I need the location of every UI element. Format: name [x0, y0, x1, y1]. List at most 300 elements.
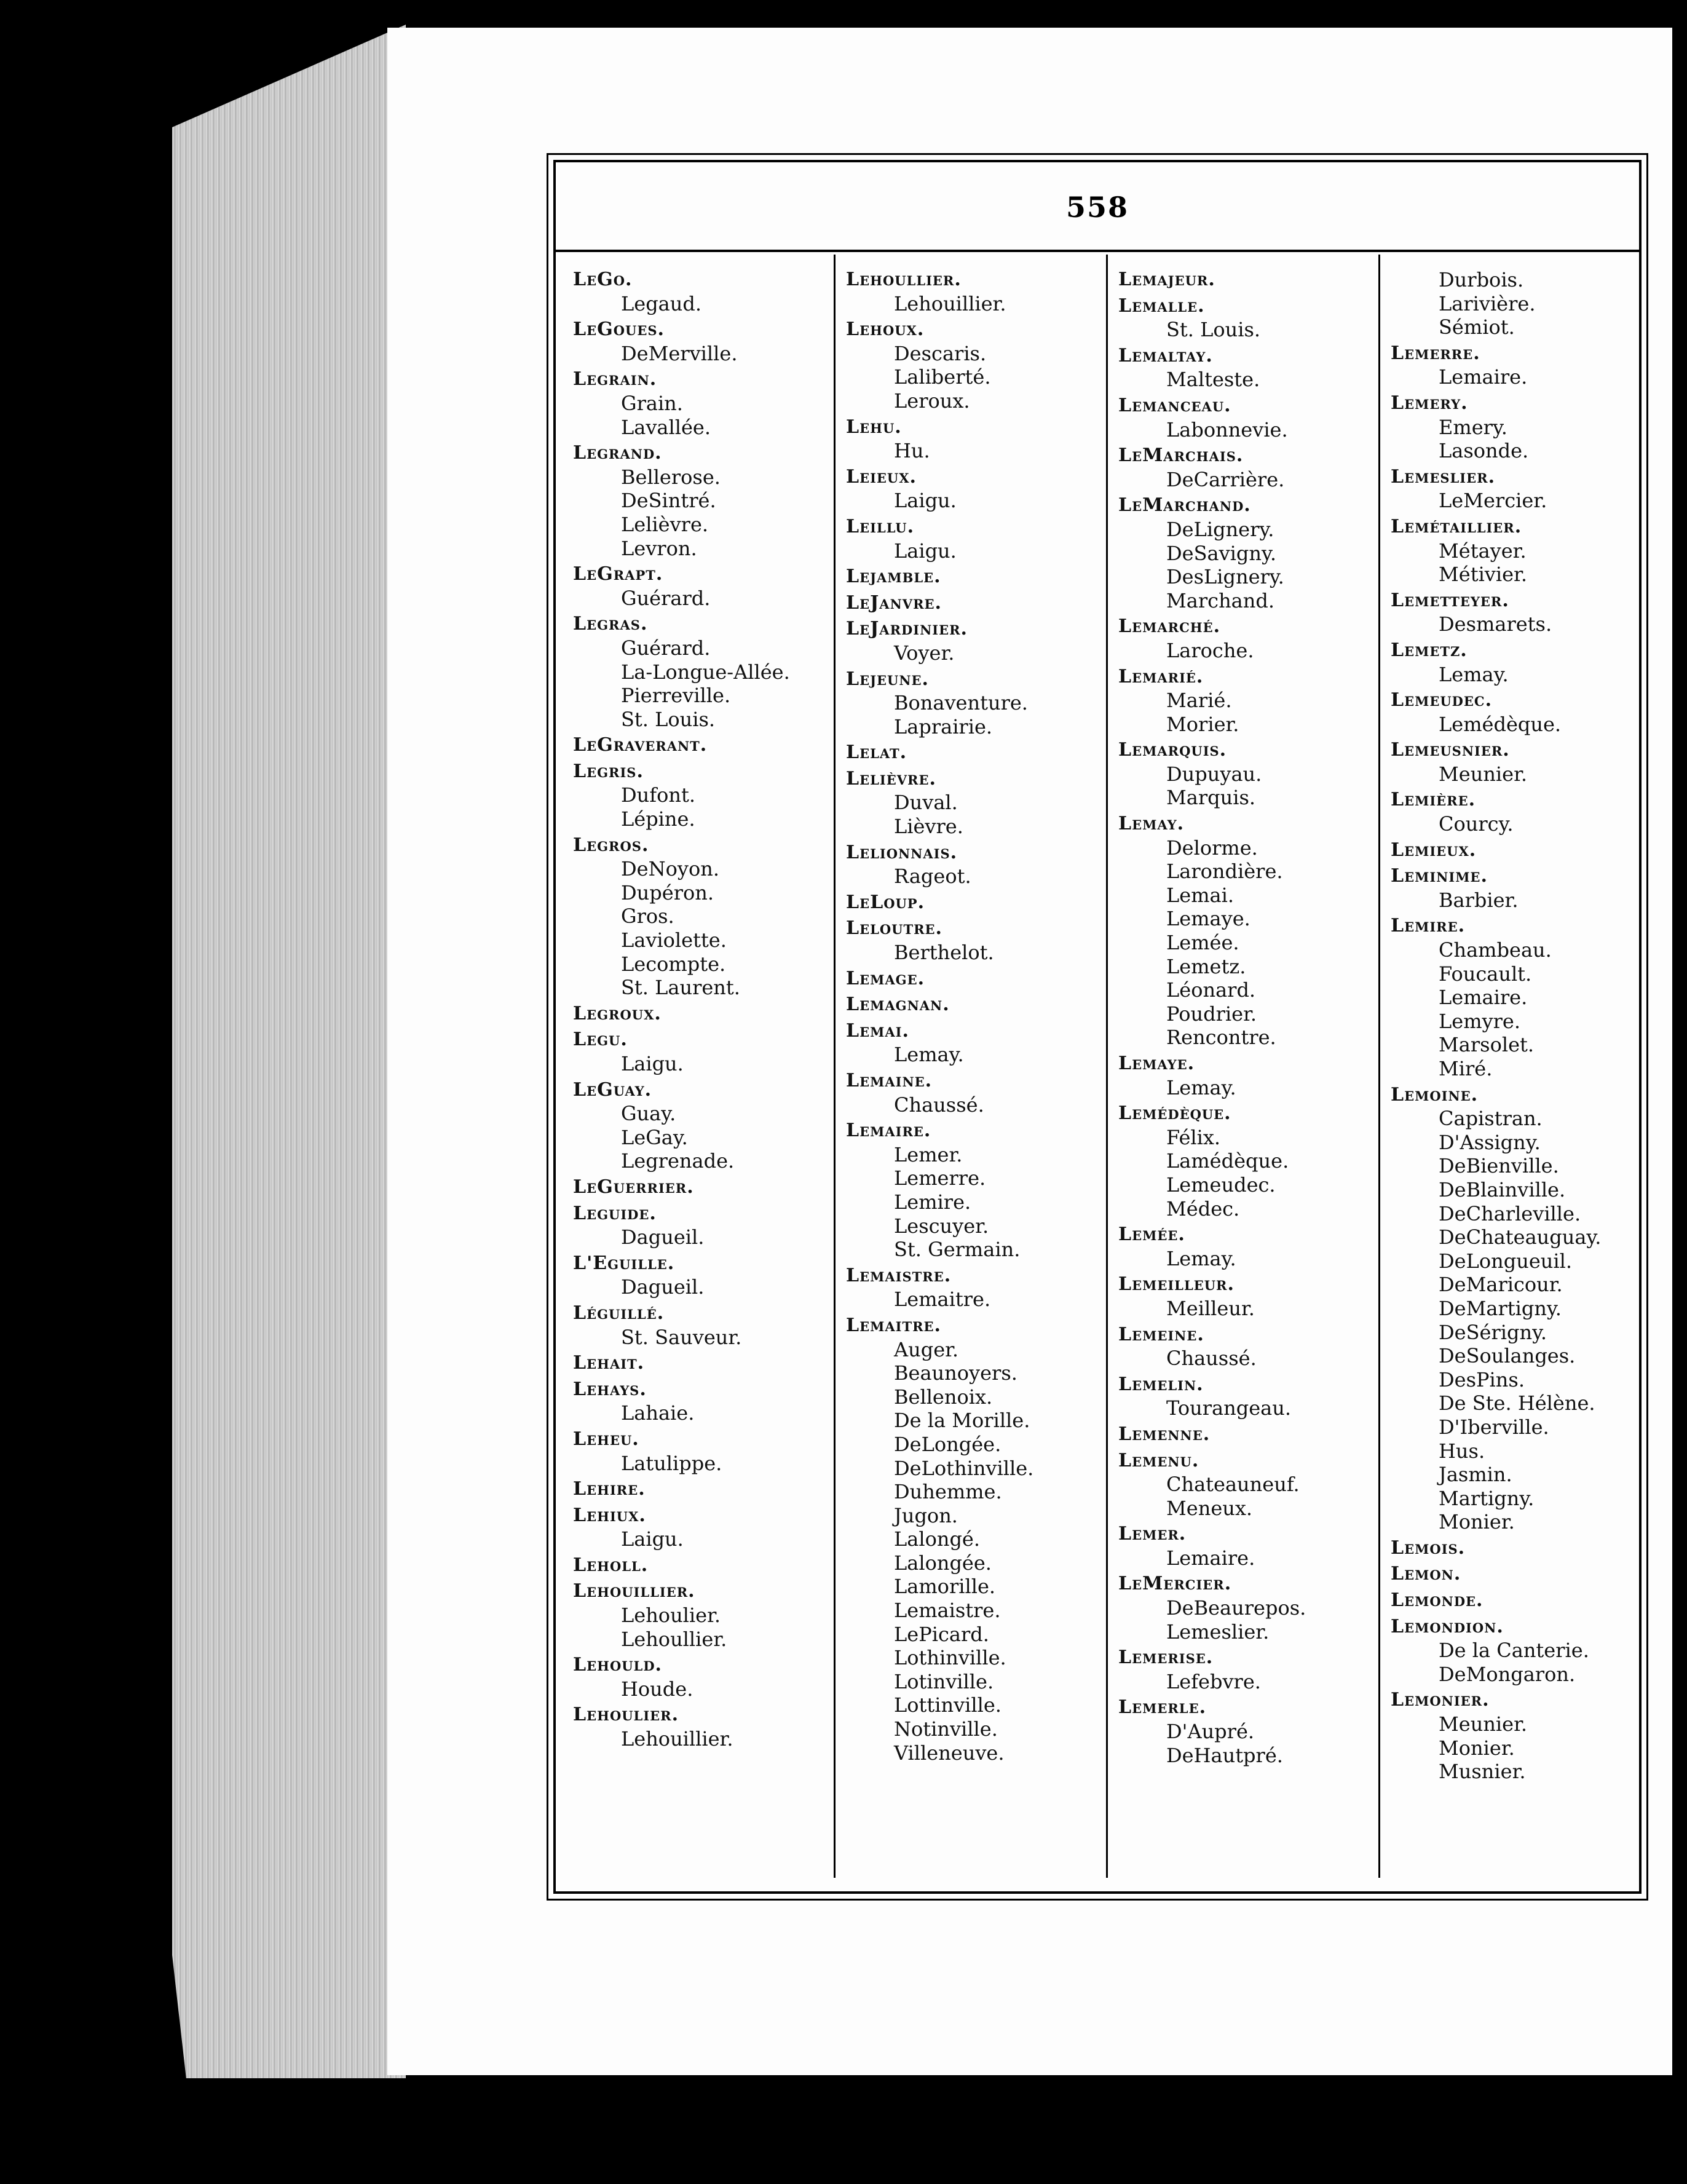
- name-variant: Marsolet.: [1439, 1033, 1535, 1057]
- surname-heading: Lemer.: [1118, 1523, 1187, 1545]
- surname-heading: Legrand.: [573, 442, 662, 464]
- name-variant: Lemai.: [1166, 883, 1235, 907]
- name-variant: Lemeslier.: [1166, 1620, 1270, 1644]
- name-variant: Hu.: [894, 439, 930, 463]
- surname-heading: Lemaye.: [1118, 1053, 1195, 1074]
- surname-heading: Lemajeur.: [1118, 269, 1215, 290]
- surname-entry: [573, 1351, 837, 1375]
- surname-entry: [1391, 392, 1655, 463]
- surname-heading: Lemire.: [1391, 915, 1466, 937]
- surname-entry: [846, 1314, 1110, 1765]
- surname-entry: [573, 1302, 837, 1349]
- name-variant: Morier.: [1166, 712, 1239, 736]
- name-variant: Lemaistre.: [894, 1599, 1001, 1623]
- name-column-1: [573, 268, 837, 1864]
- name-variant: DeBeaurepos.: [1166, 1596, 1306, 1620]
- name-variant: Berthelot.: [894, 941, 994, 965]
- name-variant: Lemer.: [894, 1142, 963, 1166]
- name-variant: Levron.: [621, 536, 697, 560]
- surname-entry: [1118, 268, 1383, 292]
- surname-heading: Lehoulier.: [573, 1704, 679, 1726]
- surname-entry: [1118, 1449, 1383, 1521]
- surname-heading: Lehait.: [573, 1352, 645, 1374]
- name-variant: Auger.: [894, 1337, 959, 1361]
- name-variant: Léonard.: [1166, 978, 1256, 1002]
- surname-heading: Lemay.: [1118, 813, 1185, 835]
- name-variant: DeHautpré.: [1166, 1743, 1283, 1767]
- surname-heading: Lehould.: [573, 1654, 662, 1676]
- surname-entry: [573, 1378, 837, 1425]
- surname-entry: [1118, 1102, 1383, 1221]
- name-variant: Lemay.: [1166, 1246, 1236, 1270]
- surname-entry: [573, 318, 837, 365]
- surname-heading: Lemaistre.: [846, 1264, 952, 1286]
- name-variant: DeSoulanges.: [1439, 1344, 1576, 1368]
- surname-entry: [846, 565, 1110, 589]
- name-variant: Lemetz.: [1166, 954, 1246, 978]
- name-variant: Voyer.: [894, 641, 955, 665]
- surname-heading: Lemarquis.: [1118, 739, 1227, 761]
- surname-heading: Lemelin.: [1118, 1373, 1204, 1395]
- name-variant: Barbier.: [1439, 888, 1519, 912]
- surname-heading: Lemétaillier.: [1391, 515, 1522, 537]
- name-variant: Delorme.: [1166, 836, 1258, 860]
- surname-entry: [573, 1202, 837, 1249]
- name-variant: DeMartigny.: [1439, 1296, 1562, 1320]
- surname-entry: [846, 1264, 1110, 1312]
- surname-entry: [573, 760, 837, 831]
- name-variant: De Ste. Hélène.: [1439, 1391, 1595, 1415]
- surname-heading: Lemai.: [846, 1019, 909, 1042]
- surname-heading: Léguillé.: [573, 1302, 665, 1324]
- surname-heading: LeGrapt.: [573, 563, 663, 585]
- surname-heading: Leminime.: [1391, 865, 1488, 887]
- name-variant: Lelièvre.: [621, 512, 709, 536]
- surname-entry: [573, 1554, 837, 1578]
- surname-heading: Leholl.: [573, 1554, 649, 1576]
- name-variant: Lefebvre.: [1166, 1669, 1261, 1693]
- name-variant: Legaud.: [621, 291, 702, 315]
- name-variant: Lemire.: [894, 1190, 971, 1214]
- surname-heading: Lemanceau.: [1118, 394, 1231, 416]
- surname-entry: [573, 1002, 837, 1026]
- name-variant: Descaris.: [894, 341, 987, 365]
- name-variant: Chaussé.: [894, 1093, 984, 1117]
- surname-heading: Lelionnais.: [846, 841, 958, 863]
- surname-heading: Lemondion.: [1391, 1615, 1504, 1637]
- name-variant: Villeneuve.: [894, 1741, 1005, 1765]
- surname-heading: Legu.: [573, 1029, 628, 1051]
- name-variant: Dupuyau.: [1166, 762, 1262, 786]
- name-variant: Lièvre.: [894, 815, 963, 839]
- page-number: 558: [1065, 191, 1129, 224]
- name-variant: Lehoulier.: [621, 1604, 721, 1628]
- name-variant: Poudrier.: [1166, 1002, 1257, 1026]
- surname-heading: LeGoues.: [573, 318, 665, 341]
- name-variant: La-Longue-Allée.: [621, 660, 790, 684]
- name-variant: Rencontre.: [1166, 1026, 1276, 1050]
- name-variant: Lemyre.: [1439, 1009, 1521, 1033]
- surname-entry: [1391, 689, 1655, 736]
- surname-entry: [1391, 738, 1655, 786]
- name-variant: DeNoyon.: [621, 857, 719, 881]
- name-variant: DeSérigny.: [1439, 1320, 1547, 1344]
- surname-heading: Lemenne.: [1118, 1423, 1211, 1445]
- name-variant: DeLignery.: [1166, 517, 1274, 541]
- surname-heading: LeJanvre.: [846, 592, 942, 614]
- surname-entry: [1118, 394, 1383, 441]
- surname-entry: [846, 741, 1110, 765]
- name-variant: Lothinville.: [894, 1646, 1006, 1670]
- name-variant: Laigu.: [621, 1052, 684, 1075]
- surname-heading: Lehoullier.: [846, 269, 962, 290]
- name-variant: St. Louis.: [621, 707, 716, 731]
- surname-heading: Lemarché.: [1118, 615, 1221, 638]
- name-variant: De la Canterie.: [1439, 1639, 1589, 1663]
- surname-heading: Lejamble.: [846, 566, 941, 588]
- name-variant: Lehouillier.: [621, 1727, 733, 1751]
- name-variant: Marié.: [1166, 689, 1232, 713]
- surname-heading: Leieux.: [846, 465, 917, 488]
- name-variant: Lemée.: [1166, 931, 1239, 955]
- surname-heading: Lemeslier.: [1391, 465, 1496, 488]
- surname-entry: [1118, 1423, 1383, 1447]
- surname-entry: [1391, 788, 1655, 836]
- surname-entry: [1118, 444, 1383, 491]
- surname-heading: Legrain.: [573, 368, 657, 390]
- surname-heading: Lemery.: [1391, 392, 1468, 414]
- name-variant: Jugon.: [894, 1503, 958, 1527]
- name-variant: Lemay.: [894, 1043, 964, 1067]
- name-variant: Bonaventure.: [894, 691, 1028, 715]
- name-variant: Laviolette.: [621, 928, 727, 952]
- surname-entry: [1118, 812, 1383, 1050]
- name-variant: Houde.: [621, 1677, 693, 1701]
- surname-heading: Lemeudec.: [1391, 689, 1493, 711]
- surname-heading: Lehoux.: [846, 318, 925, 341]
- surname-heading: Lemaire.: [846, 1120, 931, 1142]
- name-variant: Guérard.: [621, 636, 711, 660]
- surname-entry: [573, 1028, 837, 1075]
- name-variant: DesLignery.: [1166, 565, 1284, 589]
- name-variant: Lemaire.: [1439, 365, 1528, 389]
- name-variant: Latulippe.: [621, 1451, 722, 1475]
- name-variant: St. Louis.: [1166, 318, 1261, 342]
- surname-entry: [1118, 1646, 1383, 1693]
- name-variant: Lemédèque.: [1439, 712, 1562, 736]
- name-variant: Marquis.: [1166, 786, 1256, 810]
- surname-heading: Lemieux.: [1391, 839, 1477, 861]
- surname-entry: [1118, 1522, 1383, 1570]
- surname-heading: Leguide.: [573, 1202, 657, 1224]
- surname-heading: LeGuay.: [573, 1078, 652, 1101]
- surname-entry: [573, 1653, 837, 1701]
- name-column-2: [846, 268, 1110, 1864]
- name-variant: Sémiot.: [1439, 315, 1515, 339]
- surname-entry: [1391, 839, 1655, 863]
- name-variant: Lotinville.: [894, 1669, 994, 1693]
- name-variant: Leroux.: [894, 389, 970, 413]
- name-variant: Lalongé.: [894, 1527, 981, 1551]
- surname-heading: LeJardinier.: [846, 618, 968, 640]
- name-variant: Félix.: [1166, 1125, 1221, 1149]
- surname-entry: [846, 268, 1110, 315]
- name-variant: Capistran.: [1439, 1107, 1543, 1131]
- name-variant: Lemaire.: [1439, 986, 1528, 1010]
- name-variant: Musnier.: [1439, 1760, 1526, 1784]
- surname-entry: [846, 1019, 1110, 1067]
- name-variant: Dagueil.: [621, 1275, 705, 1299]
- surname-entry: [846, 841, 1110, 888]
- name-variant: Lemaye.: [1166, 907, 1250, 931]
- name-variant: Guérard.: [621, 586, 711, 610]
- name-variant: DeSintré.: [621, 489, 716, 513]
- surname-heading: Lemon.: [1391, 1563, 1461, 1585]
- name-variant: Chambeau.: [1439, 938, 1552, 962]
- name-variant: Lamorille.: [894, 1575, 996, 1599]
- name-variant: DeMaricour.: [1439, 1273, 1563, 1297]
- name-variant: Courcy.: [1439, 812, 1514, 836]
- surname-entry: [846, 917, 1110, 964]
- surname-entry: [1391, 1688, 1655, 1783]
- name-variant: Dufont.: [621, 783, 696, 807]
- name-variant: Notinville.: [894, 1717, 998, 1741]
- surname-entry: [846, 617, 1110, 665]
- surname-entry: [573, 612, 837, 731]
- surname-entry: [1391, 639, 1655, 686]
- surname-entry: [846, 993, 1110, 1017]
- name-variant: Larivière.: [1439, 291, 1536, 315]
- name-variant: Meilleur.: [1166, 1296, 1255, 1320]
- surname-entry: [846, 1119, 1110, 1262]
- surname-entry: [1391, 1083, 1655, 1534]
- name-variant: Monier.: [1439, 1736, 1515, 1760]
- surname-entry: [1391, 914, 1655, 1080]
- name-variant: Hus.: [1439, 1439, 1485, 1463]
- name-variant: Lépine.: [621, 807, 695, 831]
- surname-heading: Lemeine.: [1118, 1323, 1204, 1345]
- surname-heading: Lemetteyer.: [1391, 589, 1509, 611]
- name-variant: Laigu.: [894, 539, 957, 563]
- name-variant: Dupéron.: [621, 880, 714, 904]
- name-variant: Lottinville.: [894, 1693, 1002, 1717]
- surname-heading: Lehiux.: [573, 1504, 646, 1526]
- surname-heading: Legros.: [573, 834, 649, 856]
- surname-entry: [846, 767, 1110, 839]
- name-variant: Emery.: [1439, 415, 1507, 439]
- surname-heading: Legras.: [573, 613, 648, 635]
- name-variant: Labonnevie.: [1166, 417, 1288, 441]
- surname-heading: LeGraverant.: [573, 734, 708, 756]
- surname-heading: Lemetz.: [1391, 639, 1468, 661]
- name-variant: Gros.: [621, 904, 674, 928]
- name-variant: Lasonde.: [1439, 439, 1529, 463]
- name-variant: LeGay.: [621, 1125, 688, 1149]
- surname-entry: [573, 441, 837, 560]
- name-variant: Rageot.: [894, 865, 971, 888]
- name-variant: Marchand.: [1166, 588, 1275, 612]
- surname-entry: [846, 318, 1110, 413]
- name-variant: Lemay.: [1439, 662, 1509, 686]
- surname-entry: [846, 891, 1110, 915]
- surname-heading: LeGo.: [573, 269, 633, 290]
- name-variant: Duval.: [894, 791, 958, 815]
- name-variant: DeBienville.: [1439, 1154, 1559, 1178]
- name-variant: St. Laurent.: [621, 976, 740, 1000]
- surname-heading: Leillu.: [846, 515, 915, 537]
- name-variant: DeCharleville.: [1439, 1201, 1581, 1225]
- surname-entry: [573, 1703, 837, 1751]
- name-variant: Monier.: [1439, 1510, 1515, 1534]
- name-variant: Beaunoyers.: [894, 1361, 1017, 1385]
- name-variant: DeMerville.: [621, 341, 738, 365]
- name-variant: Lemerre.: [894, 1166, 986, 1190]
- name-variant: DeCarrière.: [1166, 467, 1285, 491]
- surname-heading: Lemerise.: [1118, 1647, 1214, 1669]
- name-variant: Laigu.: [894, 489, 957, 513]
- name-variant: Lemeudec.: [1166, 1173, 1276, 1197]
- name-variant: DeMongaron.: [1439, 1662, 1576, 1686]
- surname-heading: Lemerre.: [1391, 342, 1480, 364]
- name-variant: DeChateauguay.: [1439, 1225, 1602, 1249]
- name-variant: Lemaire.: [1166, 1546, 1255, 1570]
- name-variant: Lescuyer.: [894, 1214, 989, 1238]
- surname-heading: Lehire.: [573, 1478, 646, 1500]
- name-variant: Lecompte.: [621, 952, 726, 976]
- header-rule: [556, 250, 1639, 252]
- surname-heading: Lemagnan.: [846, 994, 950, 1016]
- surname-entry: [573, 268, 837, 315]
- surname-heading: LeGuerrier.: [573, 1176, 694, 1198]
- surname-heading: Lemeilleur.: [1118, 1273, 1235, 1296]
- name-variant: Malteste.: [1166, 368, 1260, 392]
- name-variant: Miré.: [1439, 1057, 1493, 1080]
- name-variant: D'Assigny.: [1439, 1130, 1541, 1154]
- surname-entry: [1118, 1273, 1383, 1320]
- surname-entry: [1391, 865, 1655, 912]
- surname-entry: [1118, 295, 1383, 342]
- surname-entry: [573, 368, 837, 439]
- surname-entry: [573, 1428, 837, 1475]
- name-variant: Bellerose.: [621, 465, 721, 489]
- surname-entry: [1391, 1537, 1655, 1561]
- name-variant: Durbois.: [1439, 268, 1524, 291]
- name-variant: Foucault.: [1439, 962, 1532, 986]
- surname-heading: Lemarié.: [1118, 665, 1204, 687]
- surname-heading: Legris.: [573, 760, 644, 782]
- surname-heading: LeMercier.: [1118, 1573, 1232, 1595]
- surname-entry: [1118, 1696, 1383, 1767]
- surname-heading: Leheu.: [573, 1428, 639, 1450]
- surname-heading: Lehu.: [846, 416, 902, 438]
- name-variant: Lamédèque.: [1166, 1149, 1289, 1173]
- surname-heading: Lemois.: [1391, 1537, 1466, 1559]
- surname-heading: Lemage.: [846, 967, 925, 989]
- surname-heading: Lemenu.: [1118, 1449, 1199, 1471]
- name-variant: Grain.: [621, 391, 683, 415]
- name-variant: Meneux.: [1166, 1496, 1253, 1520]
- name-variant: Laprairie.: [894, 714, 993, 738]
- name-variant: Tourangeau.: [1166, 1396, 1291, 1420]
- surname-entry: [1118, 344, 1383, 392]
- name-variant: De la Morille.: [894, 1409, 1030, 1433]
- surname-entry: [573, 1078, 837, 1173]
- surname-entry: [573, 563, 837, 610]
- surname-entry: [573, 1478, 837, 1502]
- surname-entry: [1118, 738, 1383, 810]
- surname-entry: [573, 834, 837, 1000]
- surname-entry: [1391, 515, 1655, 587]
- surname-heading: Lemaltay.: [1118, 344, 1213, 366]
- name-variant: Lehouillier.: [894, 291, 1006, 315]
- name-variant: Legrenade.: [621, 1149, 735, 1173]
- surname-entry: [1391, 589, 1655, 636]
- book-page-edges: [172, 25, 406, 2078]
- name-variant: DesPins.: [1439, 1367, 1525, 1391]
- surname-entry: [846, 515, 1110, 563]
- name-variant: Desmarets.: [1439, 612, 1552, 636]
- name-column-4: [1391, 268, 1655, 1864]
- surname-entry: [1118, 615, 1383, 662]
- name-variant: Médec.: [1166, 1197, 1240, 1221]
- surname-heading: LeMarchais.: [1118, 445, 1244, 467]
- surname-entry: [846, 1069, 1110, 1117]
- name-variant: Laroche.: [1166, 638, 1254, 662]
- surname-heading: Lemoine.: [1391, 1083, 1479, 1106]
- page-frame: [553, 160, 1642, 1894]
- surname-entry: [1118, 1323, 1383, 1371]
- surname-heading: Lemaitre.: [846, 1314, 941, 1336]
- name-variant: St. Sauveur.: [621, 1325, 742, 1349]
- surname-heading: Lehouillier.: [573, 1580, 695, 1602]
- name-variant: Chateauneuf.: [1166, 1473, 1300, 1497]
- name-variant: Laliberté.: [894, 365, 991, 389]
- name-variant: Pierreville.: [621, 684, 731, 708]
- name-variant: Lalongée.: [894, 1551, 992, 1575]
- surname-entry: [1118, 1223, 1383, 1270]
- name-variant: DeSavigny.: [1166, 541, 1276, 565]
- surname-heading: L'Eguille.: [573, 1252, 675, 1274]
- surname-entry: [573, 1252, 837, 1299]
- name-variant: Meunier.: [1439, 1712, 1528, 1736]
- name-variant: Lehoullier.: [621, 1627, 727, 1651]
- surname-entry: [1391, 1562, 1655, 1586]
- name-variant: Chaussé.: [1166, 1347, 1257, 1371]
- name-variant: Métayer.: [1439, 539, 1527, 563]
- surname-entry: [1118, 494, 1383, 612]
- name-variant: DeBlainville.: [1439, 1177, 1566, 1201]
- surname-entry: [1118, 1052, 1383, 1099]
- surname-heading: Lemonde.: [1391, 1589, 1484, 1612]
- surname-heading: Lelièvre.: [846, 767, 936, 789]
- name-variant: Larondière.: [1166, 860, 1283, 884]
- surname-heading: Lemière.: [1391, 789, 1476, 811]
- name-variant: Lavallée.: [621, 415, 711, 439]
- name-variant: Duhemme.: [894, 1480, 1002, 1504]
- surname-heading: Lemonier.: [1391, 1689, 1490, 1711]
- name-variant: DeLongée.: [894, 1432, 1002, 1456]
- surname-entry: [1391, 342, 1655, 389]
- surname-heading: Lemée.: [1118, 1224, 1185, 1246]
- surname-heading: Lemalle.: [1118, 295, 1205, 317]
- surname-entry: [1118, 665, 1383, 737]
- surname-heading: Lemerle.: [1118, 1696, 1207, 1719]
- surname-heading: LeMarchand.: [1118, 494, 1251, 516]
- name-variant: DeLothinville.: [894, 1456, 1034, 1480]
- surname-entry: [1118, 1373, 1383, 1420]
- name-variant: St. Germain.: [894, 1238, 1021, 1262]
- surname-heading: Lehays.: [573, 1378, 647, 1400]
